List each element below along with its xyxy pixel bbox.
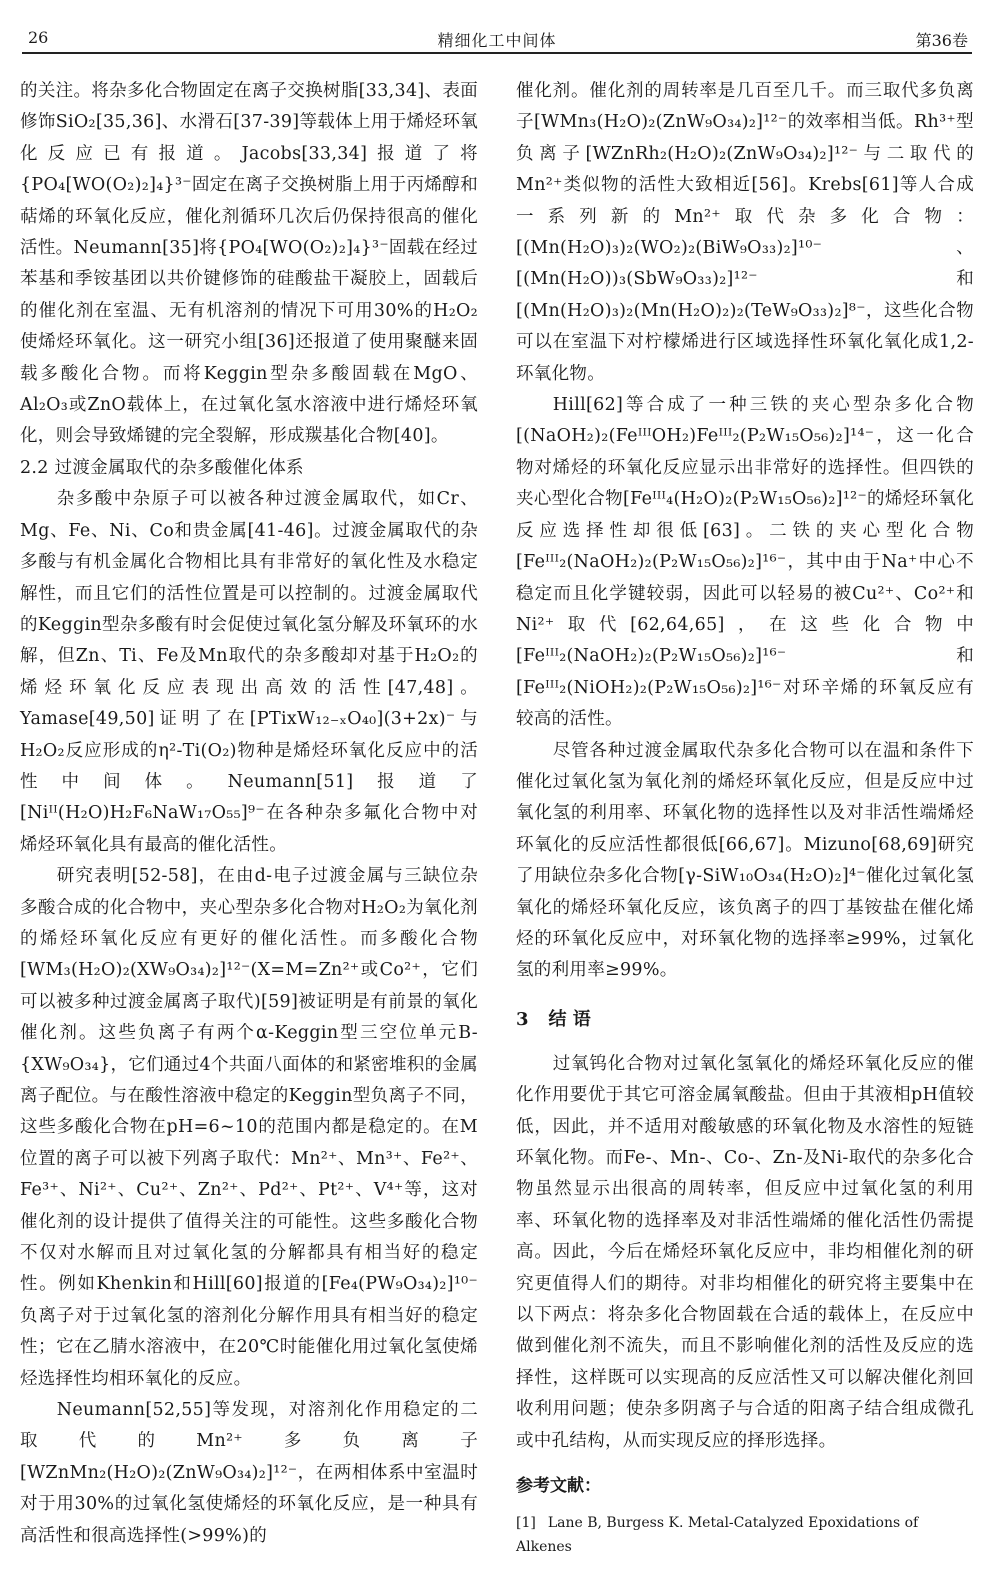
section-heading — [516, 1005, 974, 1035]
section-title: 结 语 — [548, 1008, 591, 1030]
journal-title: 精细化工中间体 — [437, 31, 557, 50]
body-paragraph: 研究表明[52-58]，在由d-电子过渡金属与三缺位杂多酸合成的化合物中，夹心型杂多化合物对H₂O₂为氧化剂的烯烃环氧化反应有更好的催化活性。而多酸化合物[WM₃(H₂O)₂(XW₉O₃₄)₂]¹²⁻(X=M=Zn²⁺或Co²⁺，它们可以被多种过渡金属离子取代)[59]被证明是有前景的氧化催化剂。这些负离子有两个α-Keggin型三空位单元B-{XW₉O₃₄}，它们通过4个共面八面体的和紧密堆积的金属离子配位。与在酸性溶液中稳定的Keggin型负离子不同，这些多酸化合物在pH=6~10的范围内都是稳定的。在M位置的离子可以被下列离子取代：Mn²⁺、Mn³⁺、Fe²⁺、Fe³⁺、Ni²⁺、Cu²⁺、Zn²⁺、Pd²⁺、Pt²⁺、V⁴⁺等，这对催化剂的设计提供了值得关注的可能性。这些多酸化合物不仅对水解而且对过氧化氢的分解都具有相当好的稳定性。例如Khenkin和Hill[60]报道的[Fe₄(PW₉O₃₄)₂]¹⁰⁻负离子对于过氧化氢的溶剂化分解作用具有相当好的稳定性；它在乙腈水溶液中，在20℃时能催化用过氧化氢使烯烃选择性均相环氧化的反应。 — [20, 866, 478, 1389]
body-paragraph: 的关注。将杂多化合物固定在离子交换树脂[33,34]、表面修饰SiO₂[35,36]、水滑石[37-39]等载体上用于烯烃环氧化反应已有报道。Jacobs[33,34]报道了将{PO₄[WO(O₂)₂]₄}³⁻固定在离子交换树脂上用于丙烯醇和萜烯的环氧化反应，催化剂循环几次后仍保持很高的催化活性。Neumann[35]将{PO₄[WO(O₂)₂]₄}³⁻固载在经过苯基和季铵基团以共价键修饰的硅酸盐干凝胶上，固载后的催化剂在室温、无有机溶剂的情况下可用30%的H₂O₂使烯烃环氧化。这一研究小组[36]还报道了使用聚醚来固载多酸化合物。而将Keggin型杂多酸固载在MgO、Al₂O₃或ZnO载体上，在过氧化氢水溶液中进行烯烃环氧化，则会导致烯键的完全裂解，形成羰基化合物[40]。 — [20, 81, 478, 447]
left-column — [20, 76, 478, 1552]
page-number: 26 — [28, 28, 49, 47]
right-column — [516, 76, 974, 1559]
reference-number: [1] — [516, 1515, 536, 1532]
body-paragraph: 催化剂。催化剂的周转率是几百至几千。而三取代多负离子[WMn₃(H₂O)₂(ZnW₉O₃₄)₂]¹²⁻的效率相当低。Rh³⁺型负离子[WZnRh₂(H₂O)₂(ZnW₉O₃₄)₂]¹²⁻与二取代的Mn²⁺类似物的活性大致相近[56]。Krebs[61]等人合成一系列新的Mn²⁺取代杂多化合物：[(Mn(H₂O)₃)₂(WO₂)₂(BiW₉O₃₃)₂]¹⁰⁻、[(Mn(H₂O))₃(SbW₉O₃₃)₂]¹²⁻和[(Mn(H₂O)₃)₂(Mn(H₂O)₂)₂(TeW₉O₃₃)₂]⁸⁻，这些化合物可以在室温下对柠檬烯进行区域选择性环氧化氧化成1,2-环氧化物。 — [516, 81, 974, 384]
reference-text: Lane B, Burgess K. Metal-Catalyzed Epoxidations of Alkenes — [516, 1515, 919, 1556]
body-paragraph: Hill[62]等合成了一种三铁的夹心型杂多化合物[(NaOH₂)₂(FeᴵᴵᴵOH₂)Feᴵᴵᴵ₂(P₂W₁₅O₅₆)₂]¹⁴⁻，这一化合物对烯烃的环氧化反应显示出非常好的选择性。但四铁的夹心型化合物[Feᴵᴵᴵ₄(H₂O)₂(P₂W₁₅O₅₆)₂]¹²⁻的烯烃环氧化反应选择性却很低[63]。二铁的夹心型化合物[Feᴵᴵᴵ₂(NaOH₂)₂(P₂W₁₅O₅₆)₂]¹⁶⁻，其中由于Na⁺中心不稳定而且化学键较弱，因此可以轻易的被Cu²⁺、Co²⁺和Ni²⁺取代[62,64,65]，在这些化合物中[Feᴵᴵᴵ₂(NaOH₂)₂(P₂W₁₅O₅₆)₂]¹⁶⁻和[Feᴵᴵᴵ₂(NiOH₂)₂(P₂W₁₅O₅₆)₂]¹⁶⁻对环辛烯的环氧反应有较高的活性。 — [516, 395, 974, 730]
body-paragraph: 杂多酸中杂原子可以被各种过渡金属取代，如Cr、Mg、Fe、Ni、Co和贵金属[41-46]。过渡金属取代的杂多酸与有机金属化合物相比具有非常好的氧化性及水稳定解性，而且它们的活性位置是可以控制的。过渡金属取代的Keggin型杂多酸有时会促使过氧化氢分解及环氧环的水解，但Zn、Ti、Fe及Mn取代的杂多酸却对基于H₂O₂的烯烃环氧化反应表现出高效的活性[47,48]。Yamase[49,50]证明了在[PTixW₁₂₋ₓO₄₀](3+2x)⁻与H₂O₂反应形成的η²-Ti(O₂)物种是烯烃环氧化反应中的活性中间体。Neumann[51]报道了[Niᴵᴵ(H₂O)H₂F₆NaW₁₇O₅₅]⁹⁻在各种杂多氟化合物中对烯烃环氧化具有最高的催化活性。 — [20, 489, 478, 855]
body-paragraph: 尽管各种过渡金属取代杂多化合物可以在温和条件下催化过氧化氢为氧化剂的烯烃环氧化反应，但是反应中过氧化氢的利用率、环氧化物的选择性以及对非活性端烯烃环氧化的反应活性都很低[66,67]。Mizuno[68,69]研究了用缺位杂多化合物[γ-SiW₁₀O₃₄(H₂O)₂]⁴⁻催化过氧化氢氧化的烯烃环氧化反应，该负离子的四丁基铵盐在催化烯烃的环氧化反应中，对环氧化物的选择率≥99%，过氧化氢的利用率≥99%。 — [516, 740, 974, 981]
reference-entry — [516, 1511, 974, 1559]
body-paragraph: 过氧钨化合物对过氧化氢氧化的烯烃环氧化反应的催化作用要优于其它可溶金属氧酸盐。但由于其液相pH值较低，因此，并不适用对酸敏感的环氧化物及水溶性的短链环氧化物。而Fe-、Mn-、Co-、Zn-及Ni-取代的杂多化合物虽然显示出很高的周转率，但反应中过氧化氢的利用率、环氧化物的选择率及对非活性端烯的催化活性仍需提高。因此，今后在烯烃环氧化反应中，非均相催化剂的研究更值得人们的期待。对非均相催化的研究将主要集中在以下两点：将杂多化合物固载在合适的载体上，在反应中做到催化剂不流失，而且不影响催化剂的活性及反应的选择性，这样既可以实现高的反应活性又可以解决催化剂回收利用问题；使杂多阴离子与合适的阳离子结合组成微孔或中孔结构，从而实现反应的择形选择。 — [516, 1053, 974, 1451]
running-header — [22, 22, 972, 54]
subsection-heading: 2.2 过渡金属取代的杂多酸催化体系 — [20, 457, 304, 478]
section-number: 3 — [516, 1008, 529, 1030]
references-heading: 参考文献： — [516, 1476, 601, 1497]
body-paragraph: Neumann[52,55]等发现，对溶剂化作用稳定的二取代的Mn²⁺多负离子[WZnMn₂(H₂O)₂(ZnW₉O₃₄)₂]¹²⁻，在两相体系中室温时对于用30%的过氧化氢使烯烃的环氧化反应，是一种具有高活性和很高选择性(>99%)的 — [20, 1400, 478, 1546]
volume-label: 第36卷 — [915, 31, 968, 50]
